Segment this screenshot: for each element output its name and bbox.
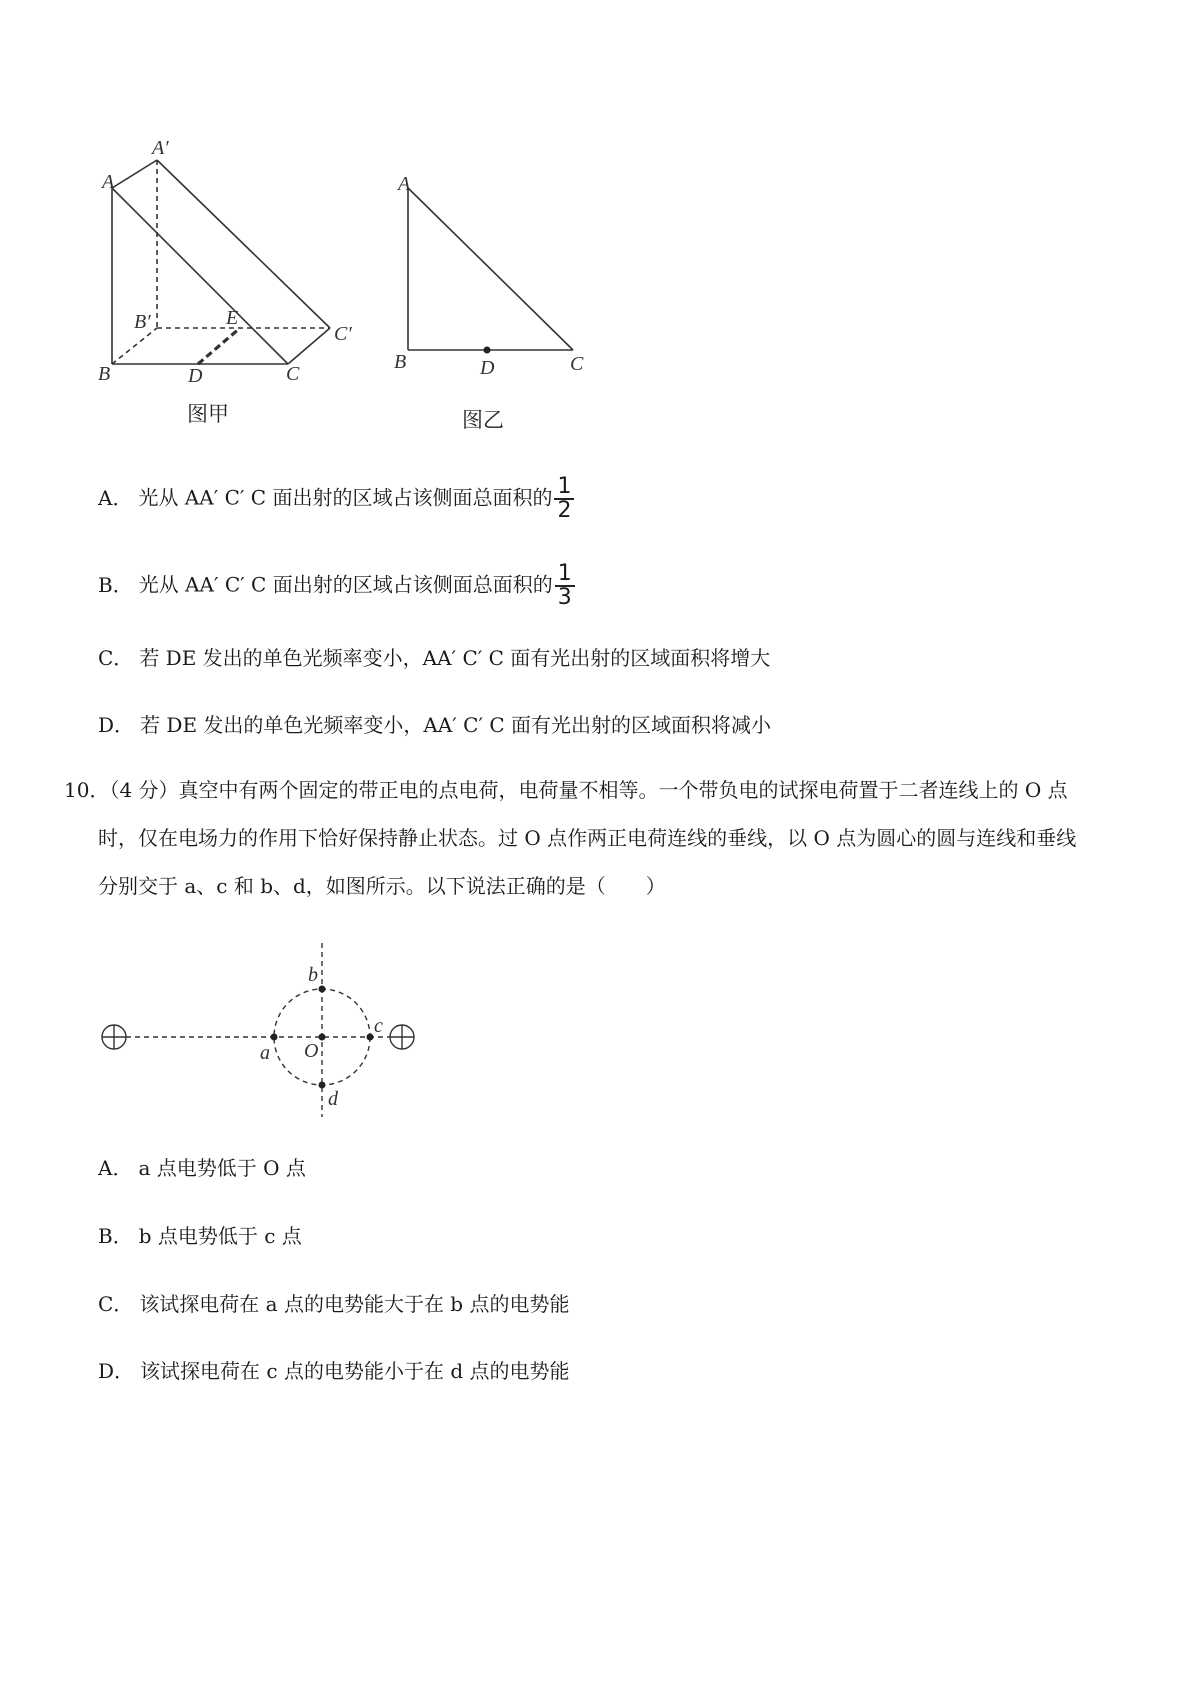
- fraction-numerator: 1: [554, 476, 574, 500]
- point-O: [319, 1034, 326, 1041]
- option-label: A．: [98, 1156, 133, 1180]
- q10-option-b[interactable]: [98, 1222, 302, 1250]
- label-B-prime: B′: [134, 311, 151, 333]
- q10-option-c[interactable]: [98, 1290, 569, 1318]
- fraction: [555, 563, 575, 609]
- option-label: B．: [98, 572, 133, 597]
- option-text: 光从 AA′ C′ C 面出射的区域占该侧面总面积的: [138, 485, 553, 510]
- option-text: 该试探电荷在 c 点的电势能小于在 d 点的电势能: [140, 1359, 570, 1383]
- option-text: 若 DE 发出的单色光频率变小，AA′ C′ C 面有光出射的区域面积将增大: [139, 646, 771, 670]
- q9-option-d[interactable]: [98, 711, 771, 739]
- fraction-denominator: 3: [557, 585, 572, 610]
- label-D: D: [188, 365, 203, 387]
- label-a: a: [260, 1042, 270, 1064]
- option-label: C．: [98, 646, 134, 670]
- label-b: b: [308, 964, 318, 986]
- option-label: D．: [98, 713, 135, 737]
- label-d: d: [328, 1088, 338, 1110]
- label-D: D: [480, 357, 495, 379]
- question-10-stem: [64, 766, 1144, 910]
- q9-option-b[interactable]: [98, 563, 575, 609]
- point-b: [319, 986, 326, 993]
- figure-triangle-caption: 图乙: [462, 408, 504, 432]
- fraction-denominator: 2: [557, 498, 572, 523]
- point-D: [484, 347, 491, 354]
- edge-AA-prime: [112, 160, 157, 188]
- positive-charge-right: [390, 1025, 414, 1049]
- label-C: C: [570, 353, 584, 375]
- label-c: c: [374, 1015, 383, 1037]
- edge-A-prime-C-prime: [157, 160, 330, 328]
- triangle-figure: [390, 170, 610, 390]
- edge-AC: [408, 188, 573, 350]
- figure-prism-caption: 图甲: [187, 402, 229, 426]
- q10-option-d[interactable]: [98, 1357, 569, 1385]
- q9-option-c[interactable]: [98, 644, 770, 672]
- label-B: B: [98, 363, 111, 385]
- label-E: E: [226, 307, 239, 329]
- option-label: A．: [98, 485, 133, 510]
- edge-BB-prime: [112, 328, 157, 364]
- option-text: 光从 AA′ C′ C 面出射的区域占该侧面总面积的: [138, 572, 553, 597]
- option-label: D．: [98, 1359, 135, 1383]
- label-A-prime: A′: [152, 137, 169, 159]
- point-a: [271, 1034, 278, 1041]
- q9-option-a[interactable]: [98, 476, 574, 522]
- point-c: [367, 1034, 374, 1041]
- question-line: 时，仅在电场力的作用下恰好保持静止状态。过 O 点作两正电荷连线的垂线，以 O 点为圆心的圆与连线和垂线: [98, 826, 1077, 850]
- edge-CC-prime: [288, 328, 330, 364]
- prism-figure: [90, 130, 380, 390]
- option-label: C．: [98, 1292, 134, 1316]
- fraction: [554, 476, 574, 522]
- option-text: a 点电势低于 O 点: [138, 1156, 306, 1180]
- question-line: 10．（4 分）真空中有两个固定的带正电的点电荷，电荷量不相等。一个带负电的试探电荷置于二者连线上的 O 点: [64, 778, 1068, 802]
- label-B: B: [394, 351, 407, 373]
- label-C-prime: C′: [334, 323, 352, 345]
- charges-figure: [96, 935, 436, 1120]
- option-text: 该试探电荷在 a 点的电势能大于在 b 点的电势能: [139, 1292, 570, 1316]
- edge-AC: [112, 188, 288, 364]
- light-source-DE: [198, 328, 240, 364]
- option-text: b 点电势低于 c 点: [138, 1224, 302, 1248]
- option-label: B．: [98, 1224, 133, 1248]
- question-line: 分别交于 a、c 和 b、d，如图所示。以下说法正确的是（ ）: [98, 874, 666, 898]
- fraction-numerator: 1: [555, 563, 575, 587]
- label-C: C: [286, 363, 300, 385]
- q10-option-a[interactable]: [98, 1154, 306, 1182]
- point-d: [319, 1082, 326, 1089]
- label-A: A: [398, 173, 411, 195]
- positive-charge-left: [102, 1025, 126, 1049]
- option-text: 若 DE 发出的单色光频率变小，AA′ C′ C 面有光出射的区域面积将减小: [140, 713, 772, 737]
- label-O: O: [304, 1040, 319, 1062]
- label-A: A: [102, 171, 115, 193]
